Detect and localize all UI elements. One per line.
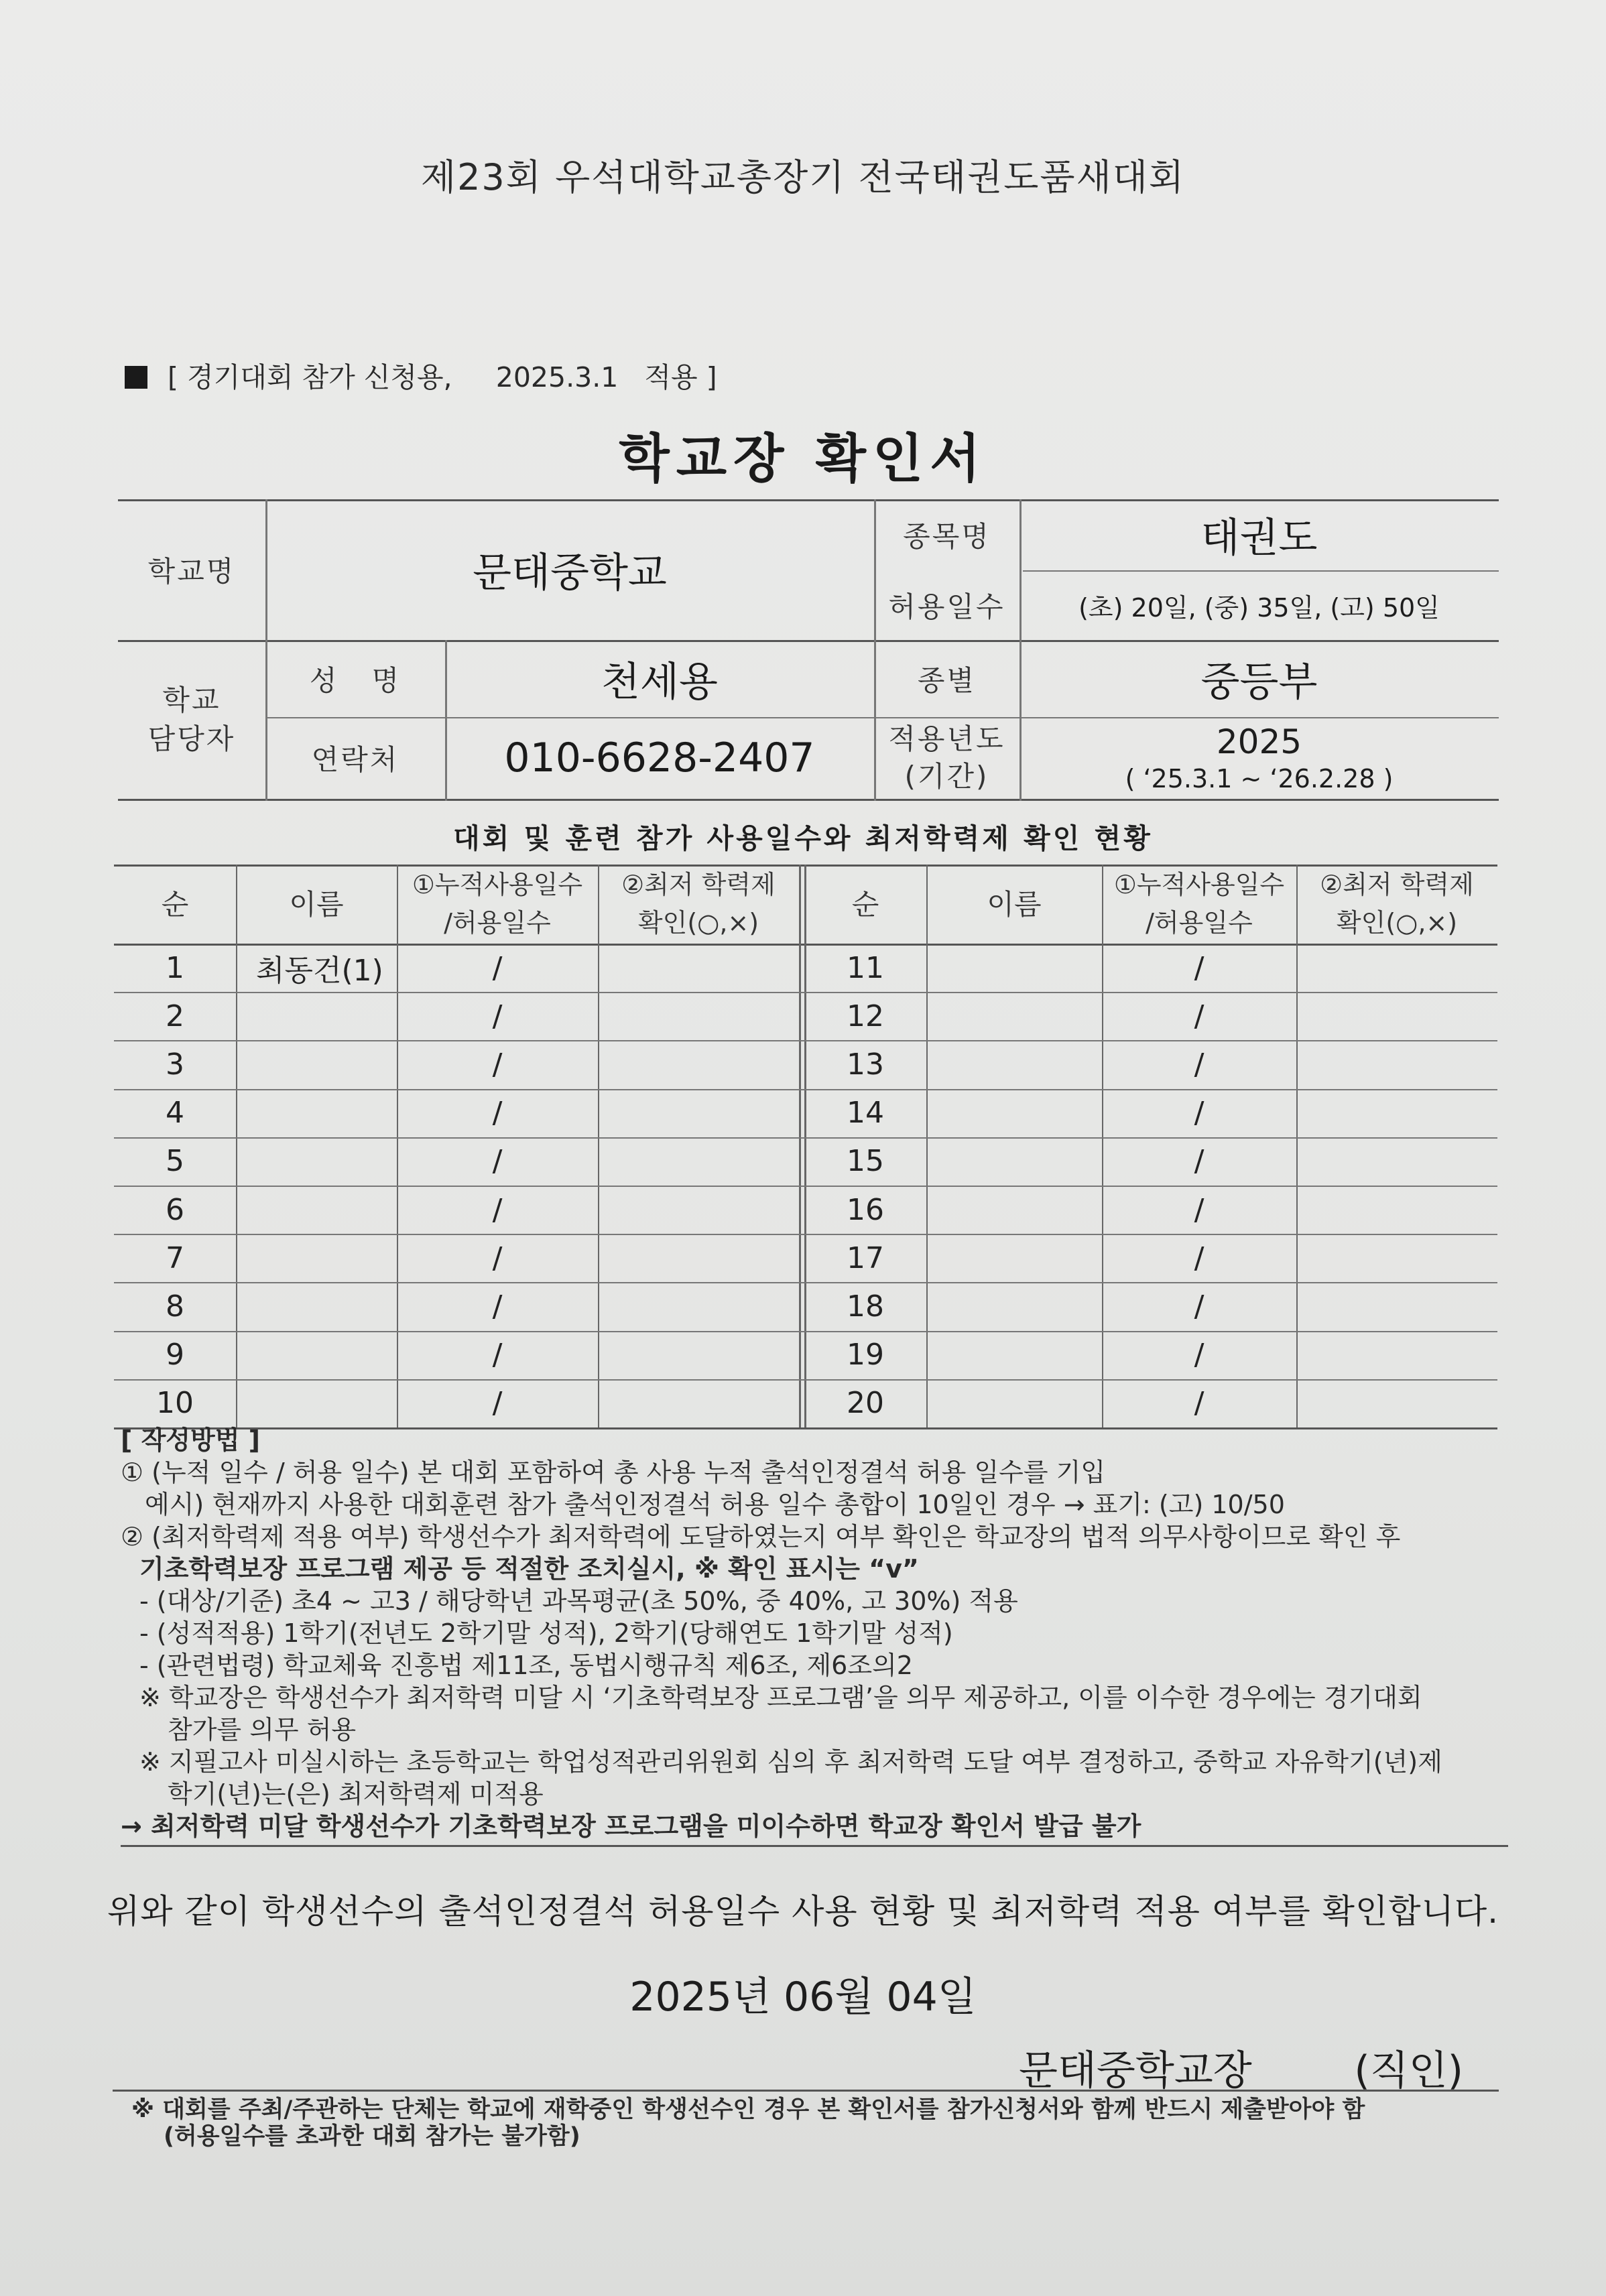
row-student-name	[926, 1234, 1102, 1282]
row-student-name	[236, 1379, 397, 1427]
row-min-academic-check	[1296, 1040, 1497, 1088]
row-number: 16	[847, 1192, 884, 1227]
row-days-slash: /	[1194, 1289, 1204, 1324]
row-min-academic-check	[1296, 1186, 1497, 1234]
writing-instructions	[121, 1424, 1508, 1847]
row-student-name	[926, 944, 1102, 992]
instruction-line: - (관련법령) 학교체육 진흥법 제11조, 동법시행규칙 제6조, 제6조의2	[139, 1651, 913, 1680]
row-days-slash: /	[492, 1144, 503, 1179]
row-min-academic-check	[598, 1331, 799, 1379]
row-number: 6	[166, 1192, 184, 1227]
row-days-slash: /	[1194, 1386, 1204, 1421]
header-min-left: ②최저 학력제 확인(○,×)	[621, 870, 776, 938]
row-student-name	[926, 1282, 1102, 1330]
grid-subtitle: 대회 및 훈련 참가 사용일수와 최저학력제 확인 현황	[453, 822, 1153, 854]
row-days-slash: /	[492, 999, 503, 1033]
header-min-right: ②최저 학력제 확인(○,×)	[1320, 870, 1474, 938]
row-number: 17	[847, 1240, 884, 1275]
row-min-academic-check	[598, 1040, 799, 1088]
instruction-line: 예시) 현재까지 사용한 대회훈련 참가 출석인정결석 허용 일수 총합이 10일인 경우 → 표기: (고) 10/50	[145, 1490, 1285, 1519]
row-student-name	[236, 992, 397, 1040]
row-days-slash: /	[492, 1240, 503, 1275]
row-number: 11	[847, 950, 884, 985]
row-number: 8	[166, 1289, 184, 1324]
row-days-slash: /	[492, 1338, 503, 1373]
row-min-academic-check	[1296, 1089, 1497, 1137]
sport-value: 태권도	[1200, 515, 1318, 562]
row-min-academic-check	[598, 1186, 799, 1234]
person-name-label: 성 명	[309, 663, 402, 697]
instruction-line: ① (누적 일수 / 허용 일수) 본 대회 포함하여 총 사용 누적 출석인정결석 허용 일수를 기입	[121, 1458, 1106, 1487]
row-student-name	[236, 1282, 397, 1330]
header-name-right: 이름	[987, 887, 1042, 921]
event-title: 제23회 우석대학교총장기 전국태권도품새대회	[420, 156, 1186, 198]
header-days-left: ①누적사용일수 /허용일수	[412, 870, 583, 938]
row-min-academic-check	[598, 1234, 799, 1282]
row-number: 4	[166, 1096, 184, 1131]
square-bullet-icon	[125, 366, 147, 389]
apply-year-label: 적용년도 (기간)	[888, 722, 1005, 793]
row-days-slash: /	[1194, 1144, 1204, 1179]
document-title: 학교장 확인서	[619, 429, 987, 489]
row-min-academic-check	[1296, 1331, 1497, 1379]
division-label: 종별	[917, 663, 977, 697]
row-number: 2	[166, 999, 184, 1033]
row-number: 12	[847, 999, 884, 1033]
principal-signature: 문태중학교장 (직인)	[1019, 2047, 1464, 2094]
school-name-value: 문태중학교	[473, 550, 667, 596]
row-number: 3	[166, 1047, 184, 1082]
apply-year-value: 2025 ( ‘25.3.1 ~ ‘26.2.28 )	[1125, 722, 1394, 793]
confirmation-statement: 위와 같이 학생선수의 출석인정결석 허용일수 사용 현황 및 최저학력 적용 여부를 확인합니다.	[107, 1892, 1499, 1931]
row-days-slash: /	[1194, 950, 1204, 985]
row-days-slash: /	[492, 950, 503, 985]
contact-label: 연락처	[311, 743, 399, 776]
row-min-academic-check	[598, 944, 799, 992]
sport-label: 종목명	[903, 520, 991, 553]
row-number: 20	[847, 1386, 884, 1421]
row-days-slash: /	[492, 1192, 503, 1227]
attendance-grid	[114, 865, 1497, 1427]
row-student-name	[926, 1331, 1102, 1379]
row-min-academic-check	[598, 1379, 799, 1427]
row-number: 1	[166, 950, 184, 985]
row-min-academic-check	[598, 1089, 799, 1137]
row-days-slash: /	[492, 1386, 503, 1421]
row-min-academic-check	[1296, 1379, 1497, 1427]
division-value: 중등부	[1200, 658, 1318, 706]
row-days-slash: /	[492, 1096, 503, 1131]
row-min-academic-check	[598, 1137, 799, 1186]
row-student-name	[236, 1186, 397, 1234]
row-student-name	[926, 1186, 1102, 1234]
row-min-academic-check	[1296, 1234, 1497, 1282]
row-student-name	[236, 1137, 397, 1186]
row-days-slash: /	[1194, 1240, 1204, 1275]
info-table	[118, 499, 1499, 801]
row-number: 7	[166, 1240, 184, 1275]
manager-label: 학교 담당자	[147, 683, 236, 755]
allowed-days-value: (초) 20일, (중) 35일, (고) 50일	[1078, 592, 1440, 623]
row-min-academic-check	[1296, 992, 1497, 1040]
row-student-name	[926, 1137, 1102, 1186]
row-number: 5	[166, 1144, 184, 1179]
row-days-slash: /	[1194, 1096, 1204, 1131]
header-no-left: 순	[161, 887, 189, 921]
contact-value: 010-6628-2407	[504, 735, 815, 781]
row-student-name	[236, 1234, 397, 1282]
row-min-academic-check	[1296, 1282, 1497, 1330]
instruction-line: - (대상/기준) 초4 ~ 고3 / 해당학년 과목평균(초 50%, 중 40%, 고 30%) 적용	[139, 1586, 1018, 1616]
instruction-line: ※ 학교장은 학생선수가 최저학력 미달 시 ‘기초학력보장 프로그램’을 의무 제공하고, 이를 이수한 경우에는 경기대회	[139, 1683, 1422, 1712]
row-days-slash: /	[492, 1289, 503, 1324]
row-min-academic-check	[1296, 944, 1497, 992]
application-note: [ 경기대회 참가 신청용, 2025.3.1 적용 ]	[125, 355, 717, 395]
row-days-slash: /	[1194, 1192, 1204, 1227]
row-min-academic-check	[1296, 1137, 1497, 1186]
instructions-heading: [ 작성방법 ]	[121, 1425, 261, 1455]
instruction-line: → 최저학력 미달 학생선수가 기초학력보장 프로그램을 미이수하면 학교장 확인서 발급 불가	[121, 1810, 1508, 1847]
row-student-name	[926, 1379, 1102, 1427]
row-student-name: 최동건(1)	[256, 954, 383, 988]
header-days-right: ①누적사용일수 /허용일수	[1113, 870, 1285, 938]
row-student-name	[926, 1040, 1102, 1088]
instruction-line: 학기(년)는(은) 최저학력제 미적용	[168, 1779, 544, 1809]
instruction-line: ② (최저학력제 적용 여부) 학생선수가 최저학력에 도달하였는지 여부 확인은 학교장의 법적 의무사항이므로 확인 후	[121, 1522, 1401, 1551]
row-days-slash: /	[1194, 1338, 1204, 1373]
row-min-academic-check	[598, 992, 799, 1040]
row-number: 13	[847, 1047, 884, 1082]
header-name-left: 이름	[289, 887, 344, 921]
row-number: 15	[847, 1144, 884, 1179]
allowed-days-label: 허용일수	[888, 590, 1005, 623]
row-student-name	[926, 992, 1102, 1040]
row-student-name	[926, 1089, 1102, 1137]
row-student-name	[236, 1331, 397, 1379]
row-number: 10	[156, 1386, 194, 1421]
row-student-name	[236, 1040, 397, 1088]
person-name-value: 천세용	[601, 658, 718, 706]
instruction-line: ※ 지필고사 미실시하는 초등학교는 학업성적관리위원회 심의 후 최저학력 도달 여부 결정하고, 중학교 자유학기(년)제	[139, 1747, 1442, 1777]
issue-date: 2025년 06월 04일	[629, 1974, 977, 2021]
row-number: 14	[847, 1096, 884, 1131]
instruction-line: 참가를 의무 허용	[168, 1715, 357, 1744]
school-name-label: 학교명	[147, 555, 236, 588]
row-days-slash: /	[1194, 999, 1204, 1033]
footer-note: ※ 대회를 주최/주관하는 단체는 학교에 재학중인 학생선수인 경우 본 확인서를 참가신청서와 함께 반드시 제출받아야 함 (허용일수를 초과한 대회 참가는 불가함)	[131, 2096, 1365, 2150]
instruction-line: 기초학력보장 프로그램 제공 등 적절한 조치실시, ※ 확인 표시는 “v”	[139, 1554, 919, 1584]
row-number: 18	[847, 1289, 884, 1324]
header-no-right: 순	[851, 887, 879, 921]
row-number: 9	[166, 1338, 184, 1373]
instruction-line: - (성적적용) 1학기(전년도 2학기말 성적), 2학기(당해연도 1학기말 성적)	[139, 1618, 953, 1648]
row-number: 19	[847, 1338, 884, 1373]
row-student-name	[236, 1089, 397, 1137]
row-days-slash: /	[492, 1047, 503, 1082]
row-min-academic-check	[598, 1282, 799, 1330]
row-days-slash: /	[1194, 1047, 1204, 1082]
